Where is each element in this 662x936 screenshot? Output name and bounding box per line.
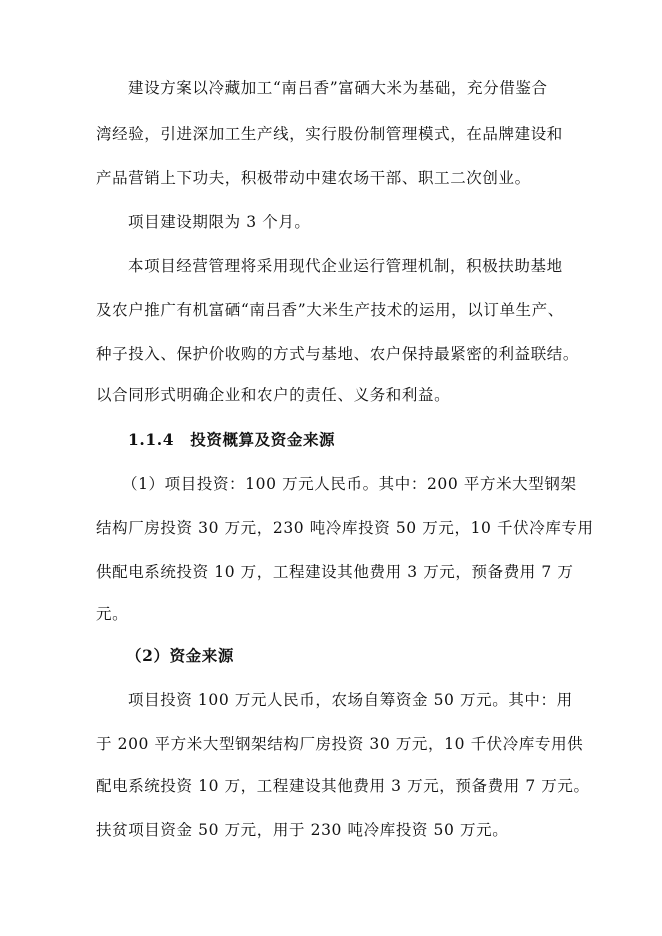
section-heading: 1.1.4 投资概算及资金来源	[128, 430, 336, 449]
investment-line-4: 元。	[96, 605, 129, 623]
funding-line-4: 扶贫项目资金 50 万元，用于 230 吨冷库投资 50 万元。	[96, 821, 509, 839]
paragraph-3-line-3: 种子投入、保护价收购的方式与基地、农户保持最紧密的利益联结。	[96, 345, 580, 363]
paragraph-1-line-1: 建设方案以冷藏加工“南吕香”富硒大米为基础，充分借鉴合	[128, 79, 548, 97]
investment-line-1: （1）项目投资：100 万元人民币。其中：200 平方米大型钢架	[122, 475, 577, 493]
paragraph-1-line-3: 产品营销上下功夫，积极带动中建农场干部、职工二次创业。	[96, 169, 531, 187]
funding-line-1: 项目投资 100 万元人民币，农场自筹资金 50 万元。其中：用	[128, 691, 573, 709]
paragraph-3-line-2: 及农户推广有机富硒“南吕香”大米生产技术的运用，以订单生产、	[96, 301, 564, 319]
paragraph-1-line-2: 湾经验，引进深加工生产线，实行股份制管理模式，在品牌建设和	[96, 125, 563, 143]
funding-line-3: 配电系统投资 10 万，工程建设其他费用 3 万元，预备费用 7 万元。	[96, 777, 590, 795]
paragraph-3-line-4: 以合同形式明确企业和农户的责任、义务和利益。	[96, 386, 451, 404]
paragraph-2: 项目建设期限为 3 个月。	[128, 213, 311, 231]
investment-line-2: 结构厂房投资 30 万元，230 吨冷库投资 50 万元，10 千伏冷库专用	[96, 519, 594, 537]
investment-line-3: 供配电系统投资 10 万，工程建设其他费用 3 万元，预备费用 7 万	[96, 563, 574, 581]
paragraph-3-line-1: 本项目经营管理将采用现代企业运行管理机制，积极扶助基地	[128, 257, 563, 275]
funding-line-2: 于 200 平方米大型钢架结构厂房投资 30 万元，10 千伏冷库专用供	[96, 735, 584, 753]
funding-heading: （2）资金来源	[126, 646, 234, 665]
